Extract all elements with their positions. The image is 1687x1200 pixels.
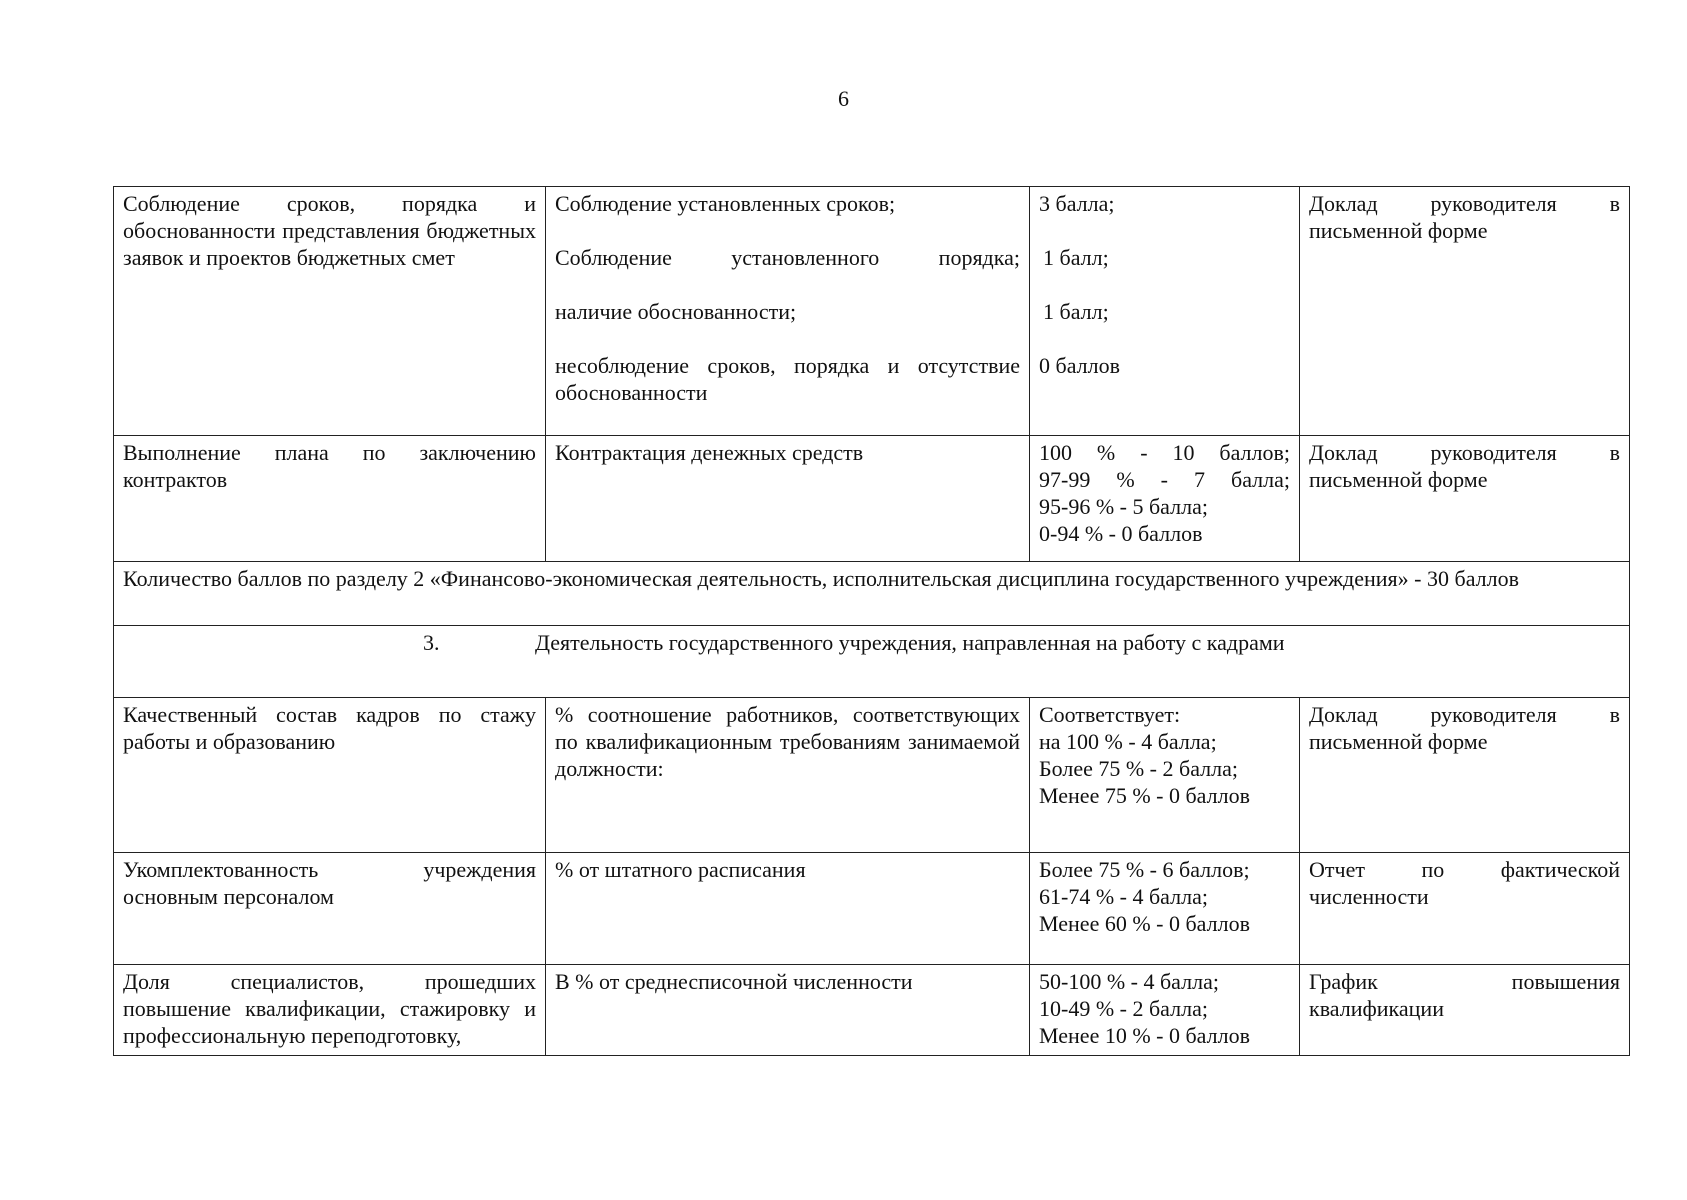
score-line: на 100 % - 4 балла;: [1039, 729, 1217, 754]
score-line: 1 балл;: [1043, 245, 1109, 270]
score-cell: [1030, 853, 1300, 965]
score-line: 61-74 % - 4 балла;: [1039, 884, 1208, 909]
score-line: Менее 60 % - 0 баллов: [1039, 911, 1250, 936]
table-row: [114, 965, 1630, 1056]
criterion-cell: Укомплектованность учреждения основным персоналом: [114, 853, 546, 965]
section-total: Количество баллов по разделу 2 «Финансово-экономическая деятельность, исполнительская дисциплина государственного учреждения» - 30 баллов: [114, 562, 1630, 626]
score-line: 10-49 % - 2 балла;: [1039, 996, 1208, 1021]
source-cell: Доклад руководителя в письменной форме: [1300, 187, 1630, 436]
score-line: 97-99 % - 7 балла;: [1039, 467, 1290, 492]
score-line: 100 % - 10 баллов;: [1039, 440, 1290, 465]
source-cell: Доклад руководителя в письменной форме: [1300, 436, 1630, 562]
score-line: 1 балл;: [1043, 299, 1109, 324]
score-cell: [1030, 436, 1300, 562]
section-heading: [114, 626, 1630, 698]
table-row: [114, 436, 1630, 562]
score-line: Соответствует:: [1039, 702, 1181, 727]
score-cell: [1030, 698, 1300, 853]
score-line: Менее 75 % - 0 баллов: [1039, 783, 1250, 808]
section-number: 3.: [423, 630, 440, 655]
section-total-row: [114, 562, 1630, 626]
criterion-cell: Качественный состав кадров по стажу работы и образованию: [114, 698, 546, 853]
criterion-cell: Соблюдение сроков, порядка и обоснованности представления бюджетных заявок и проектов бюджетных смет: [114, 187, 546, 436]
section-title: Деятельность государственного учреждения, направленная на работу с кадрами: [535, 630, 1285, 655]
indicator-line: несоблюдение сроков, порядка и отсутствие обоснованности: [555, 353, 1020, 405]
score-line: 0-94 % - 0 баллов: [1039, 521, 1203, 546]
indicator-cell: [546, 187, 1030, 436]
indicator-cell: % от штатного расписания: [546, 853, 1030, 965]
section-heading-row: [114, 626, 1630, 698]
table-row: [114, 853, 1630, 965]
source-cell: График повышения квалификации: [1300, 965, 1630, 1056]
indicator-line: Соблюдение установленных сроков;: [555, 191, 896, 216]
score-cell: [1030, 187, 1300, 436]
table-row: [114, 187, 1630, 436]
criterion-cell: Выполнение плана по заключению контрактов: [114, 436, 546, 562]
page-number: 6: [838, 86, 849, 111]
criteria-table: [113, 186, 1630, 1056]
source-cell: Отчет по фактической численности: [1300, 853, 1630, 965]
score-line: 50-100 % - 4 балла;: [1039, 969, 1219, 994]
table-row: [114, 698, 1630, 853]
indicator-cell: Контрактация денежных средств: [546, 436, 1030, 562]
score-cell: [1030, 965, 1300, 1056]
indicator-cell: % соотношение работников, соответствующих по квалификационным требованиям занимаемой должности:: [546, 698, 1030, 853]
indicator-line: Соблюдение установленного порядка;: [555, 245, 1020, 270]
score-line: Более 75 % - 6 баллов;: [1039, 857, 1250, 882]
score-line: 3 балла;: [1039, 191, 1115, 216]
source-cell: Доклад руководителя в письменной форме: [1300, 698, 1630, 853]
indicator-cell: В % от среднесписочной численности: [546, 965, 1030, 1056]
score-line: 95-96 % - 5 балла;: [1039, 494, 1208, 519]
score-line: Менее 10 % - 0 баллов: [1039, 1023, 1250, 1048]
indicator-line: наличие обоснованности;: [555, 299, 797, 324]
criterion-cell: Доля специалистов, прошедших повышение квалификации, стажировку и профессиональную переподготовку,: [114, 965, 546, 1056]
score-line: 0 баллов: [1039, 353, 1120, 378]
score-line: Более 75 % - 2 балла;: [1039, 756, 1238, 781]
